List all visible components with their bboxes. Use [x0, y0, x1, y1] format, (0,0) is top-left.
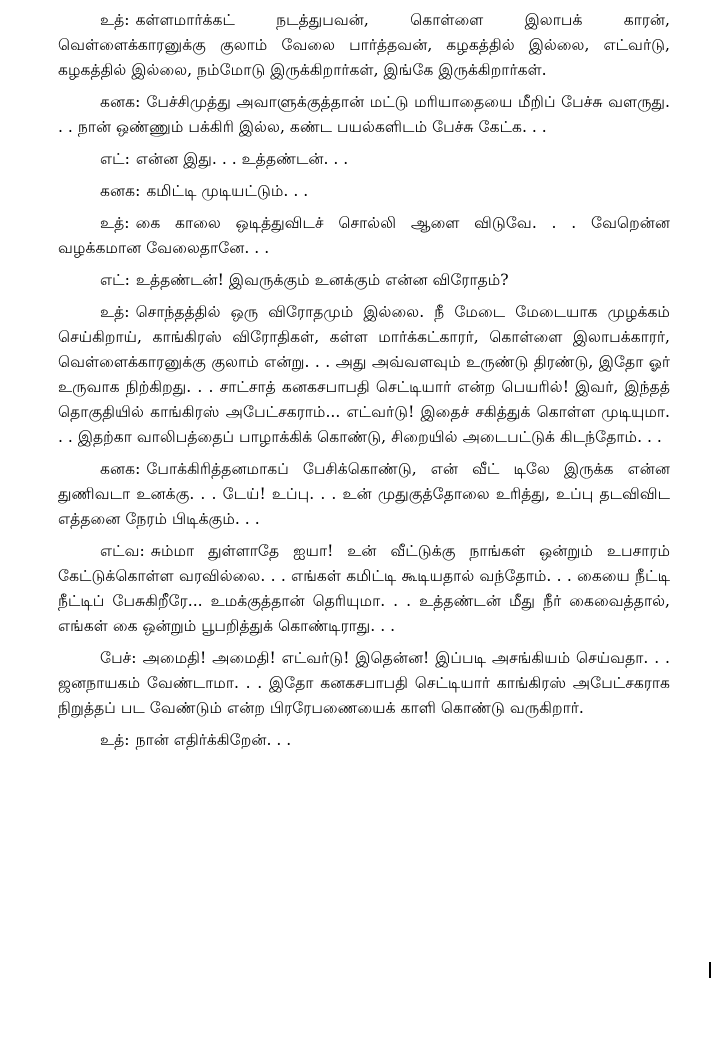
speaker-label: உத்: [100, 214, 130, 232]
dialogue-paragraph [58, 728, 670, 753]
dialogue-paragraph [58, 8, 670, 83]
speaker-label: உத்: [100, 11, 130, 29]
speaker-label: உத்: [100, 731, 130, 749]
speaker-label: எட்: [100, 271, 130, 289]
speaker-label: உத்: [100, 303, 130, 321]
dialogue-text: சொந்தத்தில் ஒரு விரோதமும் இல்லை. நீ மேடை மேடையாக முழக்கம் செய்கிறாய், காங்கிரஸ் விரோதிகள், கள்ள மார்க்கட்காரர், கொள்ளை இலாபக்காரர், வெள்ளைக்காரனுக்கு குலாம் என்று. . . அது அவ்வளவும் உருண்டு திரண்டு, இதோ ஓர் உருவாக நிற்கிறது. . . சாட்சாத் கனகசபாபதி செட்டியார் என்ற பெயரில்! இவர், இந்தத் தொகுதியில் காங்கிரஸ் அபேட்சகராம்... எட்வர்டு! இதைச் சகித்துக் கொள்ள முடியுமா. . . இதற்கா வாலிபத்தைப் பாழாக்கிக் கொண்டு, சிறையில் அடைபட்டுக் கிடந்தோம். . . [58, 303, 670, 446]
dialogue-paragraph [58, 457, 670, 532]
speaker-label: கனக: [100, 93, 141, 111]
scan-edge-mark [709, 962, 711, 978]
dialogue-text: உத்தண்டன்! இவருக்கும் உனக்கும் என்ன விரோதம்? [135, 271, 509, 289]
dialogue-paragraph [58, 211, 670, 261]
speaker-label: எட்வ: [100, 542, 145, 560]
dialogue-text: அமைதி! அமைதி! எட்வர்டு! இதென்ன! இப்படி அசங்கியம் செய்வதா. . . ஜனநாயகம் வேண்டாமா. . . இதோ கனகசபாபதி செட்டியார் காங்கிரஸ் அபேட்சகராக நிறுத்தப் பட வேண்டும் என்ற பிரரேபணையைக் காளி கொண்டு வருகிறார். [58, 649, 670, 717]
dialogue-text: போக்கிரித்தனமாகப் பேசிக்கொண்டு, என் வீட் டிலே இருக்க என்ன துணிவடா உனக்கு. . . டேய்! உப்பு. . . உன் முதுகுத்தோலை உரித்து, உப்பு தடவிவிட எத்தனை நேரம் பிடிக்கும். . . [58, 460, 670, 528]
speaker-label: எட்: [100, 150, 130, 168]
dialogue-paragraph [58, 300, 670, 450]
dialogue-paragraph [58, 179, 670, 204]
dialogue-text: சும்மா துள்ளாதே ஐயா! உன் வீட்டுக்கு நாங்கள் ஒன்றும் உபசாரம் கேட்டுக்கொள்ள வரவில்லை. . . எங்கள் கமிட்டி கூடியதால் வந்தோம். . . கையை நீட்டி நீட்டிப் பேசுகிறீரே... உமக்குத்தான் தெரியுமா. . . உத்தண்டன் மீது நீர் கைவைத்தால், எங்கள் கை ஒன்றும் பூபறித்துக் கொண்டிராது. . . [58, 542, 670, 635]
speaker-label: கனக: [100, 460, 141, 478]
dialogue-text: பேச்சிமுத்து அவாளுக்குத்தான் மட்டு மரியாதையை மீறிப் பேச்சு வளருது. . . நான் ஒண்ணும் பக்கிரி இல்ல, கண்ட பயல்களிடம் பேச்சு கேட்க. . . [58, 93, 670, 136]
dialogue-text: நான் எதிர்க்கிறேன். . . [135, 731, 292, 749]
dialogue-text: கள்ளமார்க்கட் நடத்துபவன், கொள்ளை இலாபக் காரன், வெள்ளைக்காரனுக்கு குலாம் வேலை பார்த்தவன், கழகத்தில் இல்லை, எட்வர்டு, கழகத்தில் இல்லை, நம்மோடு இருக்கிறார்கள், இங்கே இருக்கிறார்கள். [58, 11, 670, 79]
dialogue-text: கமிட்டி முடியட்டும். . . [146, 182, 309, 200]
dialogue-paragraph [58, 147, 670, 172]
dialogue-paragraph [58, 268, 670, 293]
dialogue-paragraph [58, 539, 670, 639]
speaker-label: பேச்: [100, 649, 137, 667]
dialogue-paragraph [58, 646, 670, 721]
speaker-label: கனக: [100, 182, 141, 200]
dialogue-text: கை காலை ஒடித்துவிடச் சொல்லி ஆளை விடுவே. . . வேறென்ன வழக்கமான வேலைதானே. . . [58, 214, 670, 257]
dialogue-paragraph [58, 90, 670, 140]
document-page [58, 8, 670, 760]
dialogue-text: என்ன இது. . . உத்தண்டன். . . [135, 150, 349, 168]
